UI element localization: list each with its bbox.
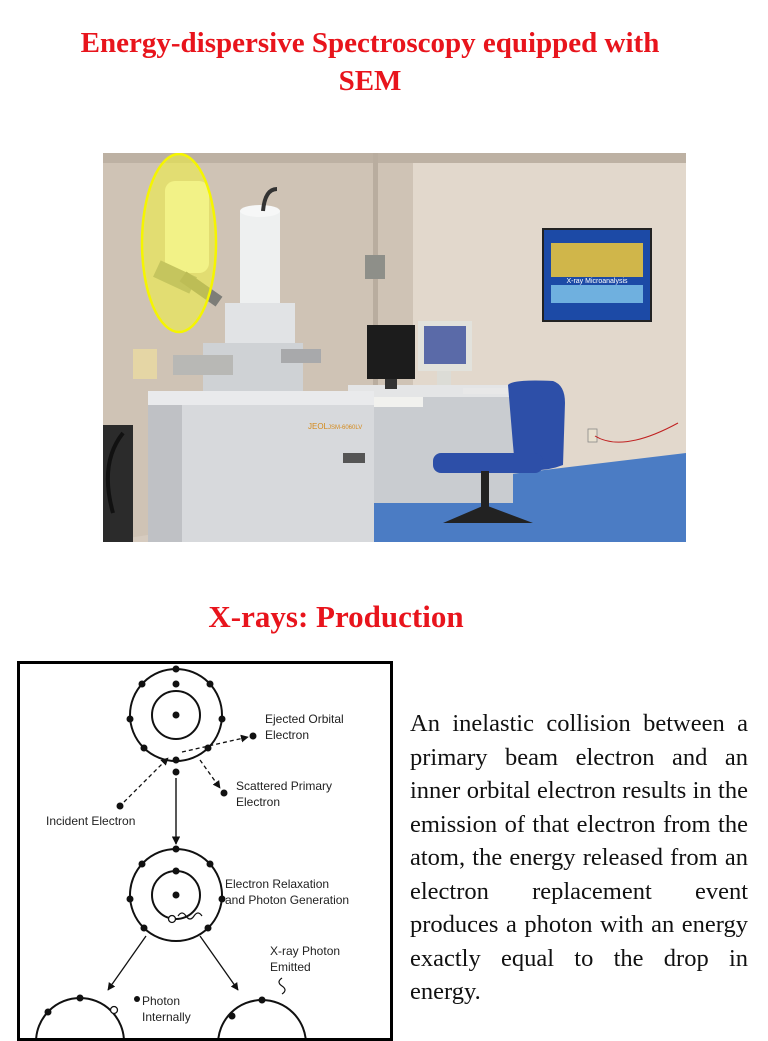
body-paragraph: An inelastic collision between a primary beam electron and an inner orbital electron results in the emission of that electron from the atom, the energy released from an electron replacement event produces a photon with an energy exactly equal to the drop in energy. (410, 710, 748, 1005)
section-title: X-rays: Production (208, 599, 464, 634)
label-photon-line1: Photon (142, 994, 181, 1008)
page-title-line-1: Energy-dispersive Spectroscopy equipped with (80, 27, 660, 59)
label-xray-line1: X-ray Photon (270, 944, 341, 958)
atom-initial (127, 666, 226, 776)
incident-electron (117, 803, 124, 810)
atom-bottom-left (36, 995, 124, 1039)
xray-production-diagram (17, 661, 393, 1041)
atom-relaxation (127, 846, 226, 942)
label-photon-line2: Internally (142, 1010, 191, 1024)
poster-title: X-ray Microanalysis (566, 278, 628, 285)
atom-bottom-right (218, 997, 306, 1039)
periodic-table-poster (543, 229, 651, 321)
label-relaxation-line1: Electron Relaxation (225, 877, 330, 891)
label-scattered-line1: Scattered Primary (236, 779, 333, 793)
label-ejected-line1: Ejected Orbital (265, 712, 344, 726)
label-ejected-line2: Electron (265, 728, 310, 742)
label-incident: Incident Electron (46, 814, 136, 828)
scattered-electron (221, 790, 228, 797)
page-title-line-2: SEM (338, 65, 402, 97)
eds-highlight (142, 154, 216, 332)
sem-eds-photo (103, 153, 686, 542)
label-scattered-line2: Electron (236, 795, 281, 809)
microscope-model: JSM-6060LV (328, 425, 363, 431)
label-relaxation-line2: and Photon Generation (225, 893, 350, 907)
xray-photon-squiggle (279, 978, 285, 994)
ejected-electron (250, 733, 257, 740)
label-xray-line2: Emitted (270, 960, 311, 974)
microscope-brand: JEOL (308, 422, 329, 431)
